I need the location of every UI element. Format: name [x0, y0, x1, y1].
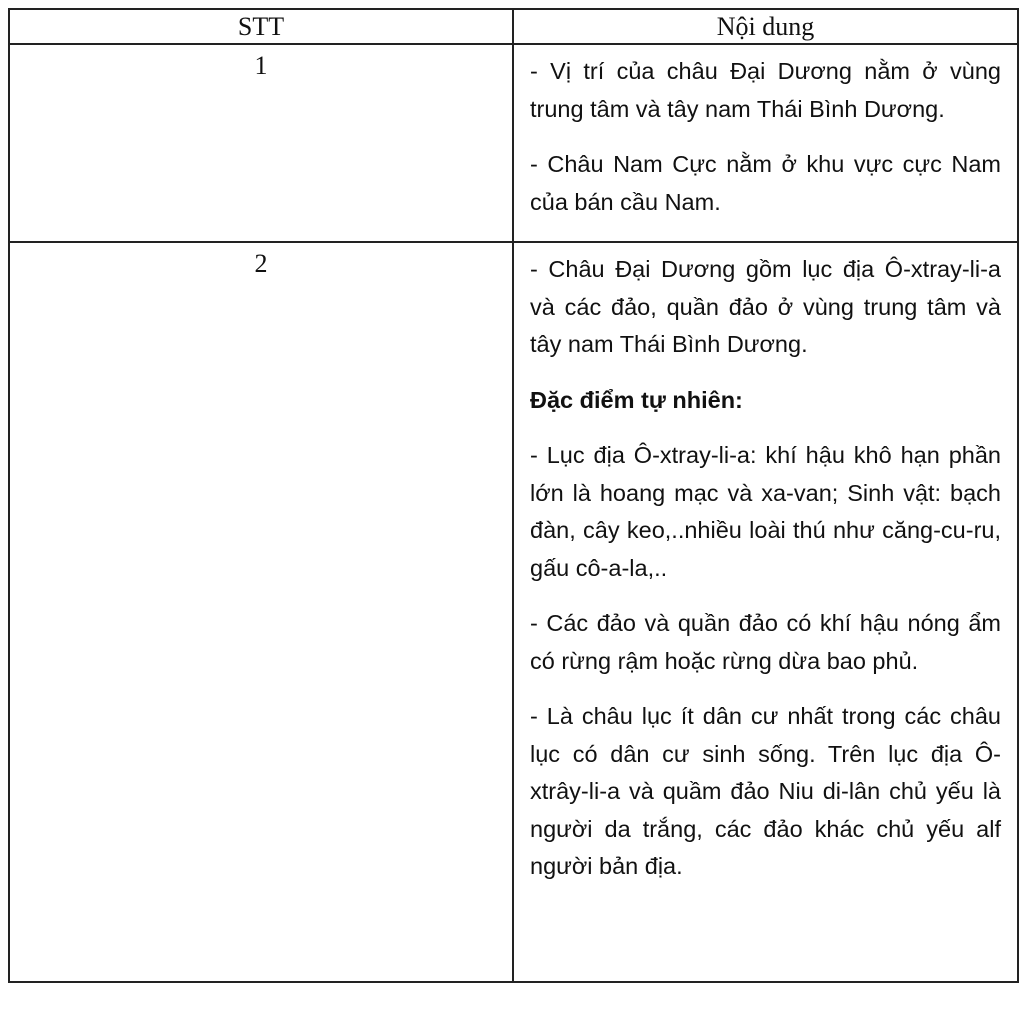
header-content: Nội dung [513, 9, 1018, 44]
header-stt: STT [9, 9, 513, 44]
content-paragraph: - Vị trí của châu Đại Dương nằm ở vùng trung tâm và tây nam Thái Bình Dương. [530, 58, 1001, 122]
content-paragraph: - Các đảo và quần đảo có khí hậu nóng ẩm có rừng rậm hoặc rừng dừa bao phủ. [530, 610, 1001, 674]
content-paragraph: - Châu Đại Dương gồm lục địa Ô-xtray-li-a và các đảo, quần đảo ở vùng trung tâm và tây nam Thái Bình Dương. [530, 256, 1001, 357]
row-content-cell [513, 44, 1018, 242]
content-table [8, 8, 1019, 983]
table-row [9, 44, 1018, 242]
table-row [9, 242, 1018, 982]
row-content-cell [513, 242, 1018, 982]
row-number-cell: 2 [9, 242, 513, 982]
content-paragraph: - Lục địa Ô-xtray-li-a: khí hậu khô hạn phần lớn là hoang mạc và xa-van; Sinh vật: bạch đàn, cây keo,..nhiều loài thú như căng-cu-ru, gấu cô-a-la,.. [530, 442, 1001, 581]
content-paragraph: - Là châu lục ít dân cư nhất trong các châu lục có dân cư sinh sống. Trên lục địa Ô-xtrây-li-a và quầm đảo Niu di-lân chủ yếu là người da trắng, các đảo khác chủ yếu alf người bản địa. [530, 703, 1001, 879]
section-heading: Đặc điểm tự nhiên: [530, 386, 743, 413]
header-row [9, 9, 1018, 44]
content-paragraph: - Châu Nam Cực nằm ở khu vực cực Nam của bán cầu Nam. [530, 151, 1001, 215]
row-number-cell: 1 [9, 44, 513, 242]
